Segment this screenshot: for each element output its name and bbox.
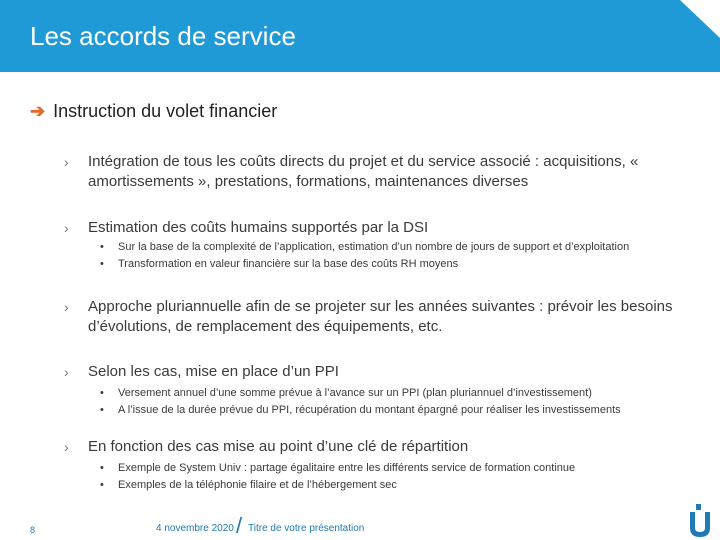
- sub-bullet-item: [100, 257, 458, 271]
- bullet-text: Approche pluriannuelle afin de se projeter sur les années suivantes : prévoir les besoins d’évolutions, de remplacement des équipements, etc.: [88, 298, 673, 335]
- arrow-icon: ➔: [30, 101, 46, 121]
- slide-title: Les accords de service: [30, 21, 296, 51]
- footer-presentation-title: Titre de votre présentation: [248, 523, 365, 534]
- bullet-dot-icon: •: [100, 258, 104, 270]
- bullet-dot-icon: •: [100, 241, 104, 253]
- sub-bullet-text: Exemple de System Univ : partage égalitaire entre les différents service de formation continue: [118, 462, 576, 474]
- bullet-item: [64, 152, 684, 192]
- sub-bullet-item: [100, 403, 621, 417]
- footer-date: 4 novembre 2020: [156, 523, 234, 534]
- bullet-dot-icon: •: [100, 387, 104, 399]
- bullet-item: [64, 218, 684, 238]
- bullet-dot-icon: •: [100, 404, 104, 416]
- sub-bullet-text: Transformation en valeur financière sur la base des coûts RH moyens: [118, 258, 459, 270]
- bullet-text: Intégration de tous les coûts directs du projet et du service associé : acquisitions, « amortissements », prestations, formations, maintenances diverses: [88, 153, 639, 190]
- sub-bullet-item: [100, 386, 592, 400]
- sub-bullet-item: [100, 240, 629, 254]
- header-corner-cut: [680, 0, 720, 38]
- bullet-text: En fonction des cas mise au point d’une clé de répartition: [88, 438, 469, 455]
- chevron-right-icon: ›: [64, 439, 69, 455]
- bullet-text: Selon les cas, mise en place d’un PPI: [88, 363, 339, 380]
- university-logo-icon: [686, 504, 714, 538]
- slide-number: 8: [30, 525, 36, 535]
- bullet-text: Estimation des coûts humains supportés par la DSI: [88, 219, 429, 236]
- sub-bullet-item: [100, 461, 575, 475]
- chevron-right-icon: ›: [64, 364, 69, 380]
- section-title: Instruction du volet financier: [53, 101, 278, 121]
- bullet-item: [64, 362, 684, 382]
- chevron-right-icon: ›: [64, 220, 69, 236]
- sub-bullet-text: Sur la base de la complexité de l’application, estimation d’un nombre de jours de support et d’exploitation: [118, 241, 630, 253]
- sub-bullet-text: Exemples de la téléphonie filaire et de l’hébergement sec: [118, 479, 397, 491]
- sub-bullet-text: A l’issue de la durée prévue du PPI, récupération du montant épargné pour réaliser les investissements: [118, 404, 621, 416]
- chevron-right-icon: ›: [64, 154, 69, 170]
- sub-bullet-text: Versement annuel d’une somme prévue à l’avance sur un PPI (plan pluriannuel d’investissement): [118, 387, 592, 399]
- footer-separator: /: [236, 513, 243, 538]
- bullet-item: [64, 437, 684, 457]
- bullet-dot-icon: •: [100, 462, 104, 474]
- title-bar: [0, 0, 720, 72]
- bullet-dot-icon: •: [100, 479, 104, 491]
- section-heading: [30, 101, 277, 122]
- bullet-item: [64, 297, 684, 337]
- sub-bullet-item: [100, 478, 397, 492]
- chevron-right-icon: ›: [64, 299, 69, 315]
